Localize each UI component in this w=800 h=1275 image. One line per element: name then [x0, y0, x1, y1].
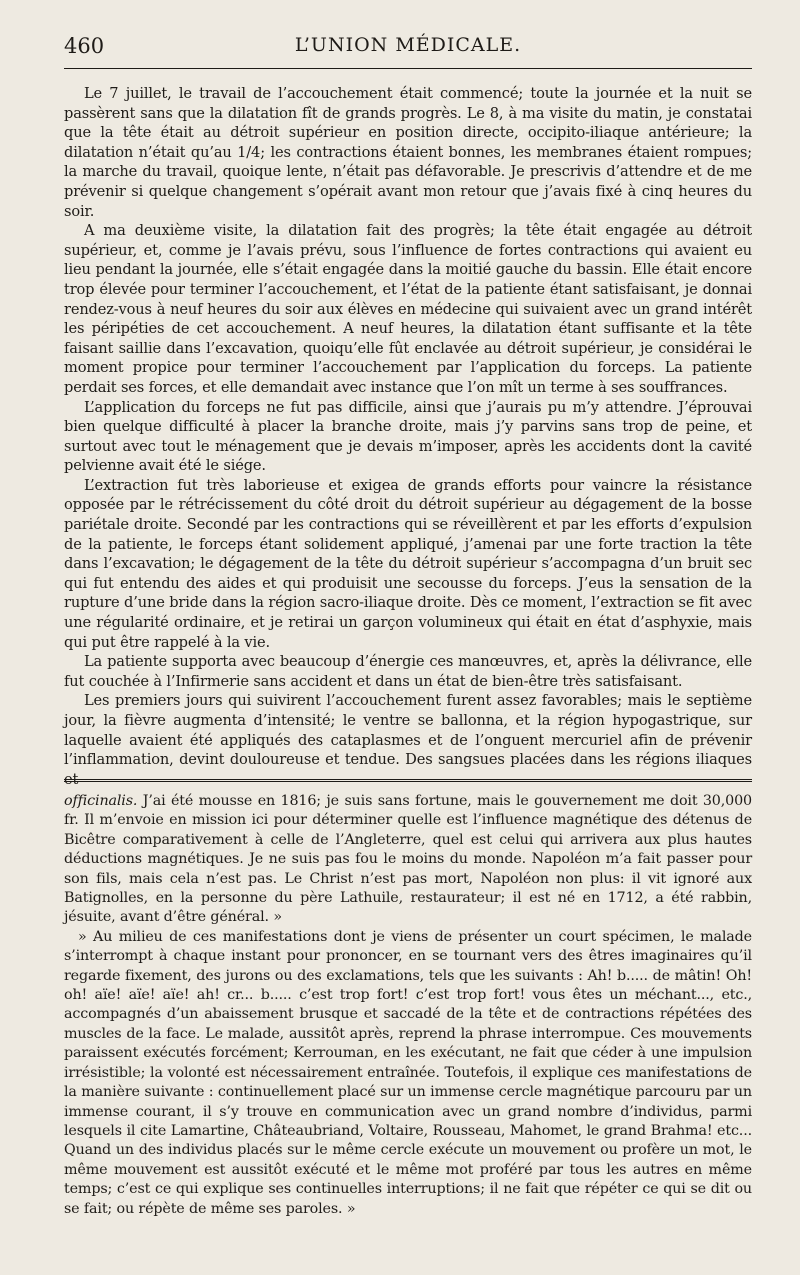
paragraph: Les premiers jours qui suivirent l’accouchement furent assez favorables; mais le septième jour, la fièvre augmenta d’intensité; le ventre se ballonna, et la région hypogastrique, sur laquelle avaient été appliqués des cataplasmes et de l’onguent mercuriel afin de prévenir l’inflammation, devint douloureuse et tendue. Des sangsues placées dans les régions iliaques et [64, 692, 752, 788]
paragraph: L’application du forceps ne fut pas difficile, ainsi que j’aurais pu m’y attendre. J’éprouvai bien quelque difficulté à placer la branche droite, mais j’y parvins sans trop de peine, et surtout avec tout le ménagement que je devais m’imposer, après les accidents dont la cavité pelvienne avait été le siége. [64, 398, 752, 475]
footnote-paragraph [64, 792, 752, 928]
footnote-italic-lead: officinalis. [64, 793, 138, 809]
paragraph: L’extraction fut très laborieuse et exigea de grands efforts pour vaincre la résistance opposée par le rétrécissement du côté droit du détroit supérieur au dégagement de la bosse pariétale droite. Secondé par les contractions qui se réveillèrent et par les efforts d’expulsion de la patiente, le forceps étant solidement appliqué, j’amenai par une forte traction la tête dans l’excavation; le dégagement de la tête du détroit supérieur s’accompagna d’un bruit sec qui fut entendu des aides et qui produisit une secousse du forceps. J’eus la sensation de la rupture d’une bride dans la région sacro-iliaque droite. Dès ce moment, l’extraction se fit avec une régularité ordinaire, et je retirai un garçon volumineux qui était en état d’asphyxie, mais qui put être rappelé à la vie. [64, 476, 752, 651]
running-title: L’UNION MÉDICALE. [294, 34, 522, 56]
header-rule [64, 68, 752, 69]
paragraph: A ma deuxième visite, la dilatation fait des progrès; la tête était engagée au détroit supérieur, et, comme je l’avais prévu, sous l’influence de fortes contractions qui avaient eu lieu pendant la journée, elle s’était engagée dans la moitié gauche du bassin. Elle était encore trop élevée pour terminer l’accouchement, et l’état de la patiente étant satisfaisant, je donnai rendez-vous à neuf heures du soir aux élèves en médecine qui suivaient avec un grand intérêt les péripéties de cet accouchement. A neuf heures, la dilatation étant suffisante et la tête faisant saillie dans l’excavation, quoiqu’elle fût enclavée au détroit supérieur, je considérai le moment propice pour terminer l’accouchement par l’application du forceps. La patiente perdait ses forces, et elle demandait avec instance que l’on mît un terme à ses souffrances. [64, 222, 752, 396]
paragraph: Le 7 juillet, le travail de l’accouchement était commencé; toute la journée et la nuit se passèrent sans que la dilatation fît de grands progrès. Le 8, à ma visite du matin, je constatai que la tête était au détroit supérieur en position directe, occipito-iliaque antérieure; la dilatation n’était qu’au 1/4; les contractions étaient bonnes, les membranes étaient rompues; la marche du travail, quoique lente, n’était pas défavorable. Je prescrivis d’attendre et de me prévenir si quelque changement s’opérait avant mon retour que j’avais fixé à cinq heures du soir. [64, 85, 752, 220]
main-text [64, 84, 752, 789]
paragraph: La patiente supporta avec beaucoup d’énergie ces manœuvres, et, après la délivrance, elle fut couchée à l’Infirmerie sans accident et dans un état de bien-être très satisfaisant. [64, 653, 752, 690]
footnote-text: J’ai été mousse en 1816; je suis sans fortune, mais le gouvernement me doit 30,000 fr. Il m’envoie en mission ici pour déterminer quelle est l’influence magnétique des détenus de Bicêtre comparativement à celle de l’Angleterre, quel est celui qui arrivera aux plus hautes déductions magnétiques. Je ne suis pas fou le moins du monde. Napoléon m’a fait passer pour son fils, mais cela n’est pas. Le Christ n’est pas mort, Napoléon non plus: il vit ignoré aux Batignolles, en la personne du père Lathuile, restaurateur; il est né en 1712, a été rabbin, jésuite, avant d’être général. » [64, 793, 752, 926]
footnote-paragraph: » Au milieu de ces manifestations dont je viens de présenter un court spécimen, le malade s’interrompt à chaque instant pour prononcer, en se tournant vers des êtres imaginaires qu’il regarde fixement, des jurons ou des exclamations, tels que les suivants : Ah! b..... de mâtin! Oh! oh! aïe! aïe! aïe! ah! cr... b..... c’est trop fort! c’est trop fort! vous êtes un méchant..., etc., accompagnés d’un abaissement brusque et saccadé de la tête et de contractions répétées des muscles de la face. Le malade, aussitôt après, reprend la phrase interrompue. Ces mouvements paraissent exécutés forcément; Kerrouman, en les exécutant, ne fait que céder à une impulsion irrésistible; la volonté est nécessairement entraînée. Toutefois, il explique ces manifestations de la manière suivante : continuellement placé sur un immense cercle magnétique parcouru par un immense courant, il s’y trouve en communication avec un grand nombre d’individus, parmi lesquels il cite Lamartine, Châteaubriand, Voltaire, Rousseau, Mahomet, le grand Brahma! etc... Quand un des individus placés sur le même cercle exécute un mouvement ou profère un mot, le même mouvement est aussitôt exécuté et le même mot proféré par tous les autres en même temps; c’est ce qui explique ses continuelles interruptions; il ne fait que répéter ce qui se dit ou se fait; ou répète de même ses paroles. » [64, 928, 752, 1217]
footnote [64, 792, 752, 1219]
page-header [64, 34, 752, 66]
page-number: 460 [64, 34, 105, 58]
footnote-separator [64, 779, 752, 785]
